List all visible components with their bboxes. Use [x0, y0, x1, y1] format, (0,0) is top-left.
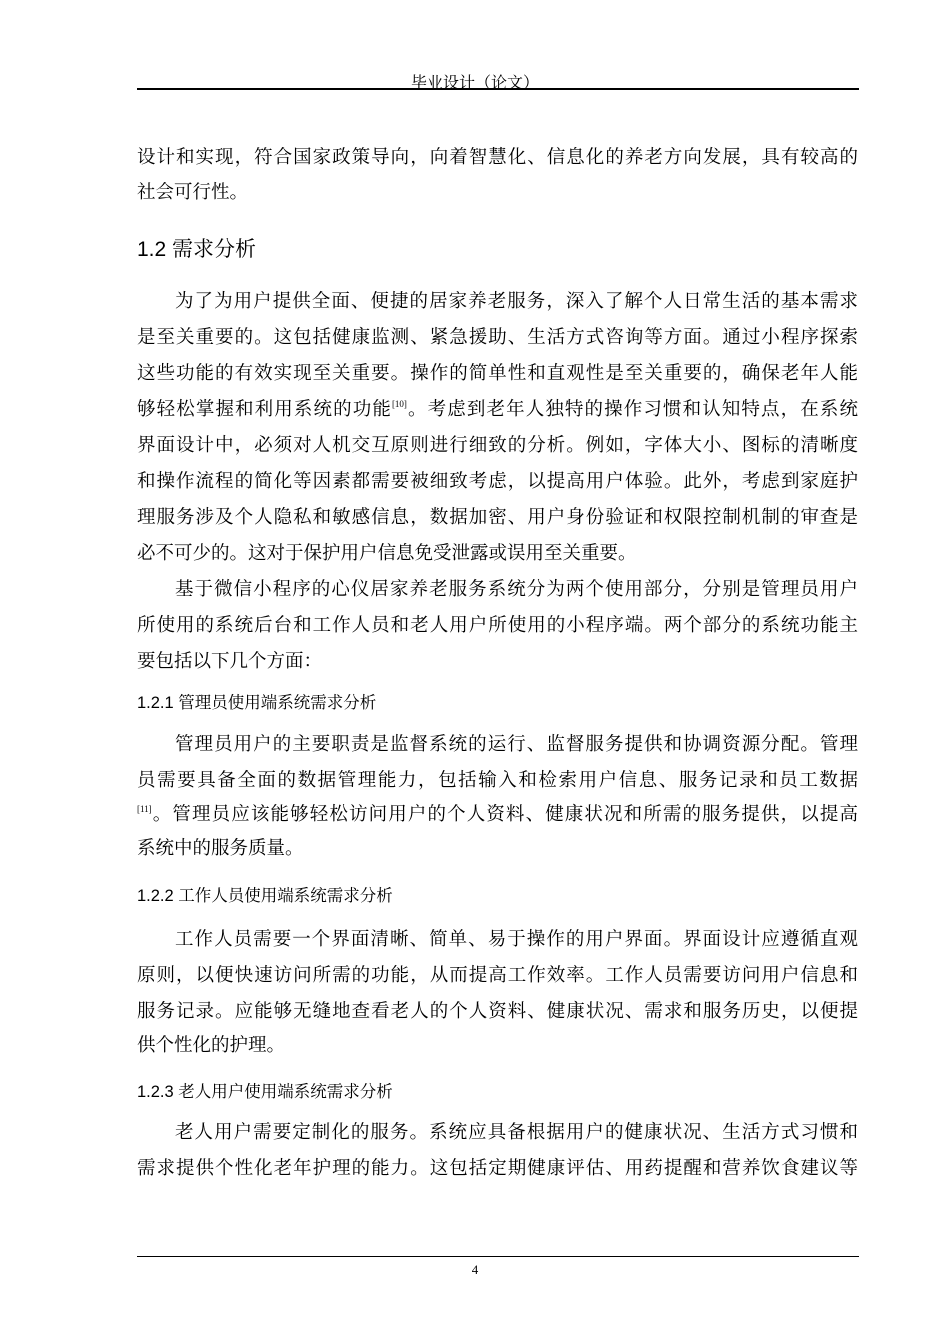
paragraph-line: 供个性化的护理。: [137, 1036, 286, 1056]
paragraph-line: 员需要具备全面的数据管理能力，包括输入和检索用户信息、服务记录和员工数据: [137, 771, 858, 791]
paragraph-line: 要包括以下几个方面：: [137, 652, 323, 672]
text-segment: 。管理员应该能够轻松访问用户的个人资料、健康状况和所需的服务提供，以提高: [151, 805, 858, 825]
subsection-heading: 1.2.3 老人用户使用端系统需求分析: [137, 1083, 393, 1101]
paragraph-line: 和操作流程的简化等因素都需要被细致考虑，以提高用户体验。此外，考虑到家庭护: [137, 472, 858, 492]
paragraph-line: [137, 803, 858, 827]
subsection-heading: 1.2.2 工作人员使用端系统需求分析: [137, 887, 393, 905]
paragraph-line: 理服务涉及个人隐私和敏感信息，数据加密、用户身份验证和权限控制机制的审查是: [137, 508, 858, 528]
paragraph-line: 设计和实现，符合国家政策导向，向着智慧化、信息化的养老方向发展，具有较高的: [137, 148, 858, 168]
citation-ref: [10]: [391, 399, 407, 409]
header-rule: [137, 88, 859, 90]
text-segment: 。考虑到老年人独特的操作习惯和认知特点，在系统: [406, 400, 858, 420]
paragraph-line: 工作人员需要一个界面清晰、简单、易于操作的用户界面。界面设计应遵循直观: [175, 930, 858, 950]
text-segment: 够轻松掌握和利用系统的功能: [137, 400, 392, 420]
section-heading: 1.2 需求分析: [137, 238, 257, 261]
paragraph-line: [137, 398, 858, 422]
paragraph-line: 所使用的系统后台和工作人员和老人用户所使用的小程序端。两个部分的系统功能主: [137, 616, 858, 636]
paragraph-line: 系统中的服务质量。: [137, 839, 304, 859]
page-number: 4: [471, 1262, 479, 1277]
paragraph-line: 服务记录。应能够无缝地查看老人的个人资料、健康状况、需求和服务历史，以便提: [137, 1002, 858, 1022]
running-header: 毕业设计（论文）: [410, 75, 539, 92]
paragraph-line: 这些功能的有效实现至关重要。操作的简单性和直观性是至关重要的，确保老年人能: [137, 364, 858, 384]
paragraph-line: 界面设计中，必须对人机交互原则进行细致的分析。例如，字体大小、图标的清晰度: [137, 436, 858, 456]
citation-ref: [11]: [137, 804, 152, 814]
paragraph-line: 管理员用户的主要职责是监督系统的运行、监督服务提供和协调资源分配。管理: [175, 735, 858, 755]
paragraph-line: 需求提供个性化老年护理的能力。这包括定期健康评估、用药提醒和营养饮食建议等: [137, 1159, 858, 1179]
footer-rule: [137, 1256, 859, 1257]
paragraph-line: 是至关重要的。这包括健康监测、紧急援助、生活方式咨询等方面。通过小程序探索: [137, 328, 858, 348]
paragraph-line: 老人用户需要定制化的服务。系统应具备根据用户的健康状况、生活方式习惯和: [175, 1123, 858, 1143]
paragraph-line: 必不可少的。这对于保护用户信息免受泄露或误用至关重要。: [137, 544, 637, 564]
paragraph-line: 为了为用户提供全面、便捷的居家养老服务，深入了解个人日常生活的基本需求: [175, 292, 858, 312]
paragraph-line: 社会可行性。: [137, 183, 249, 203]
subsection-heading: 1.2.1 管理员使用端系统需求分析: [137, 694, 377, 712]
paragraph-line: 基于微信小程序的心仪居家养老服务系统分为两个使用部分，分别是管理员用户: [175, 580, 858, 600]
paragraph-line: 原则，以便快速访问所需的功能，从而提高工作效率。工作人员需要访问用户信息和: [137, 966, 858, 986]
